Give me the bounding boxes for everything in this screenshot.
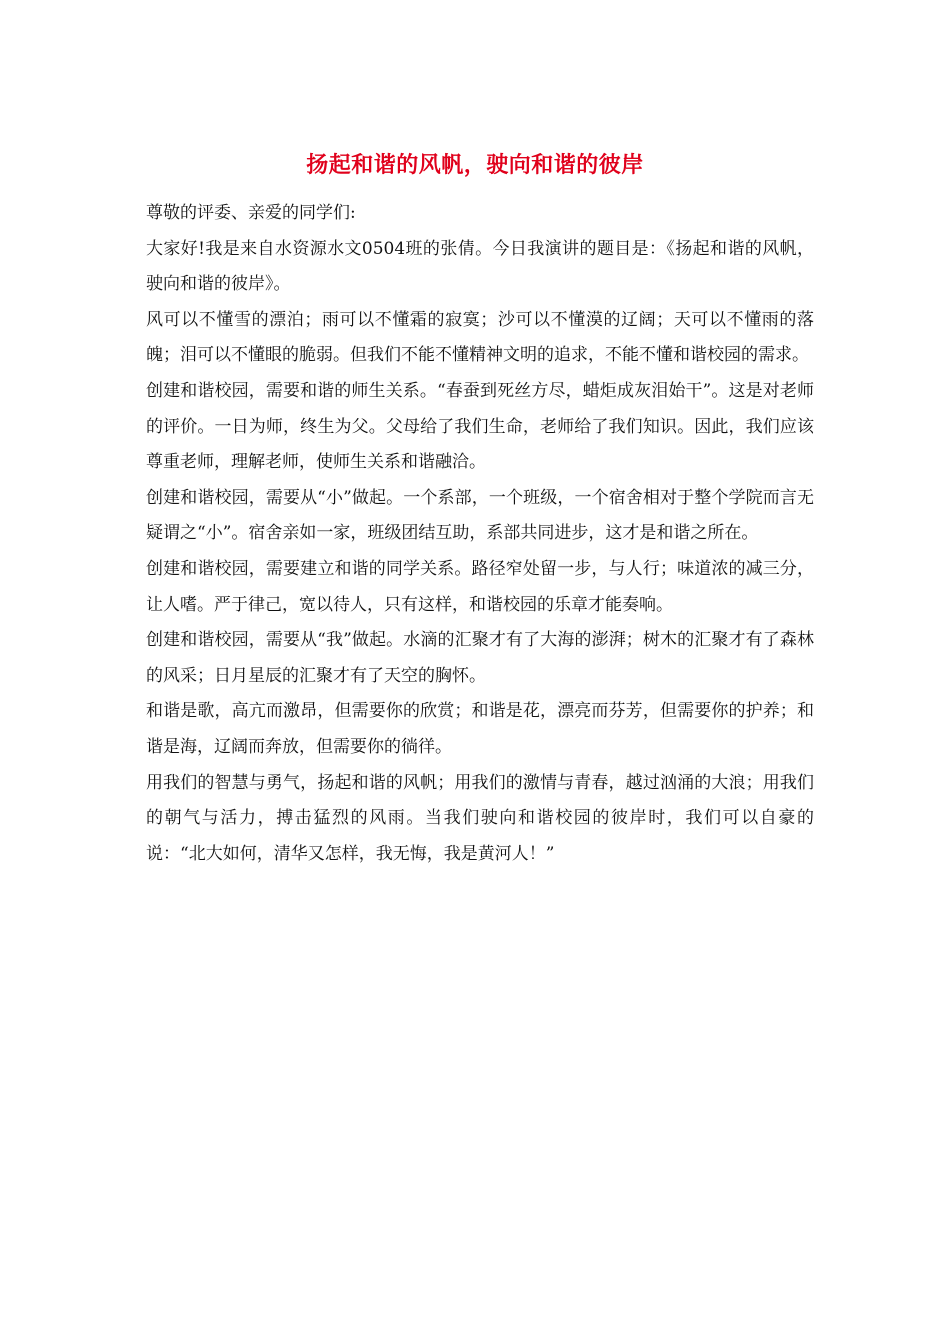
paragraph: 创建和谐校园，需要从“我”做起。水滴的汇聚才有了大海的澎湃；树木的汇聚才有了森林的风采；日月星辰的汇聚才有了天空的胸怀。: [146, 630, 814, 686]
paragraph: 和谐是歌，高亢而激昂，但需要你的欣赏；和谐是花，漂亮而芬芳，但需要你的护养；和谐是海，辽阔而奔放，但需要你的徜徉。: [146, 701, 814, 757]
paragraph: 创建和谐校园，需要从“小”做起。一个系部，一个班级，一个宿舍相对于整个学院而言无疑谓之“小”。宿舍亲如一家，班级团结互助，系部共同进步，这才是和谐之所在。: [146, 487, 814, 544]
document-title: 扬起和谐的风帆，驶向和谐的彼岸: [306, 153, 644, 178]
document-body: [146, 196, 814, 872]
paragraph: 风可以不懂雪的漂泊；雨可以不懂霜的寂寞；沙可以不懂漠的辽阔；天可以不懂雨的落魄；泪可以不懂眼的脆弱。但我们不能不懂精神文明的追求，不能不懂和谐校园的需求。: [146, 309, 814, 366]
paragraph-greeting: 大家好!我是来自水资源水文0504班的张倩。今日我演讲的题目是：《扬起和谐的风帆，驶向和谐的彼岸》。: [146, 238, 814, 295]
paragraph: 创建和谐校园，需要建立和谐的同学关系。路径窄处留一步，与人行；味道浓的减三分，让人嗜。严于律己，宽以待人，只有这样，和谐校园的乐章才能奏响。: [146, 558, 814, 615]
paragraph-closing: 用我们的智慧与勇气，扬起和谐的风帆；用我们的激情与青春，越过汹涌的大浪；用我们的朝气与活力，搏击猛烈的风雨。当我们驶向和谐校园的彼岸时，我们可以自豪的说：“北大如何，清华又怎样，我无悔，我是黄河人！”: [146, 772, 814, 864]
paragraph: 创建和谐校园，需要和谐的师生关系。“春蚕到死丝方尽，蜡炬成灰泪始干”。这是对老师的评价。一日为师，终生为父。父母给了我们生命，老师给了我们知识。因此，我们应该尊重老师，理解老师，使师生关系和谐融洽。: [146, 380, 814, 473]
paragraph-salutation: 尊敬的评委、亲爱的同学们:: [146, 203, 356, 223]
